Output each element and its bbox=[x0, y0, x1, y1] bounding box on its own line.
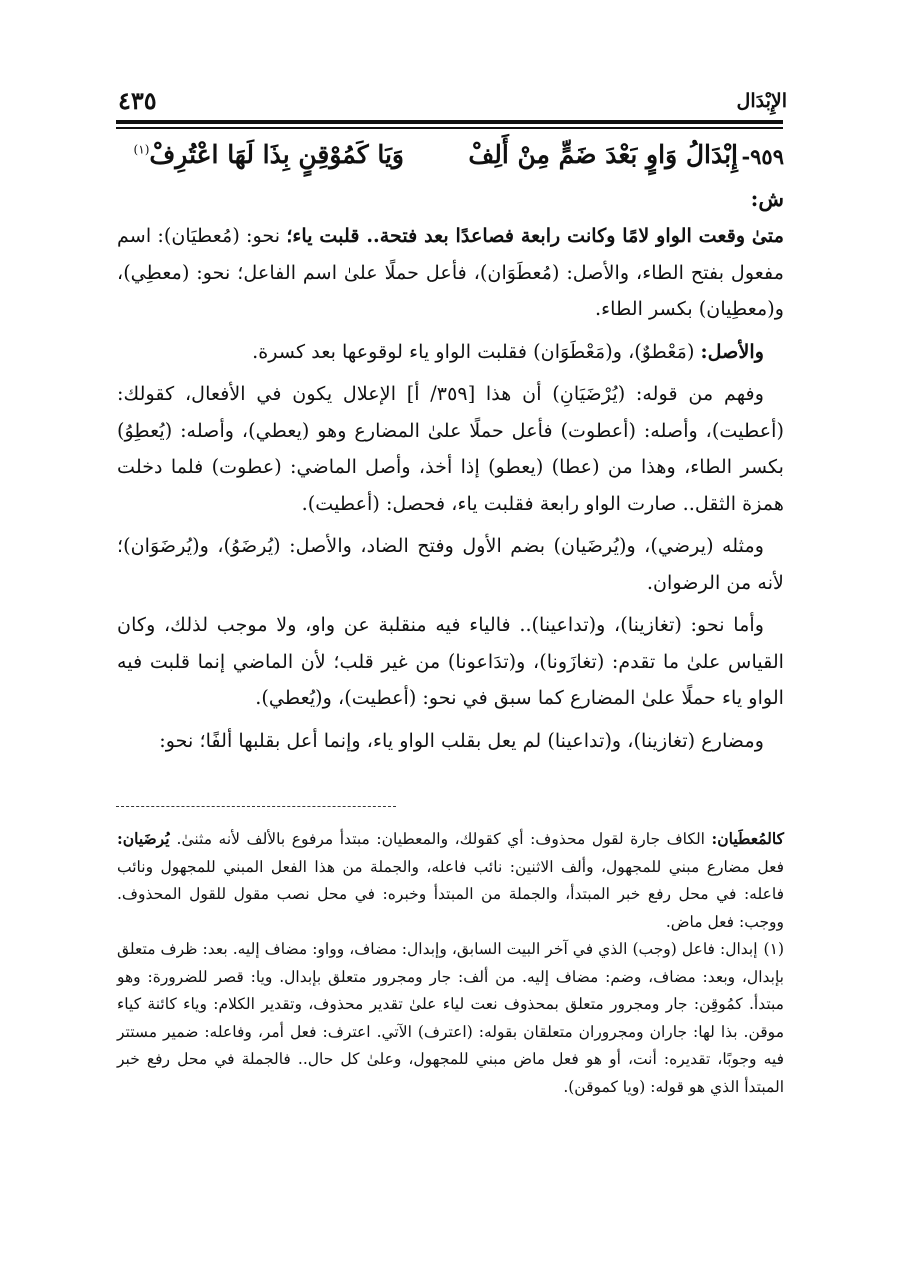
footnotes bbox=[117, 825, 784, 1101]
footnote-continuation bbox=[117, 825, 784, 936]
paragraph-bold-lead: متىٰ وقعت الواو لامًا وكانت رابعة فصاعدًا بعد فتحة.. قلبت ياء؛ bbox=[286, 224, 784, 247]
verse-second-hemistich bbox=[134, 140, 404, 169]
paragraph: وأما نحو: (تغازينا)، و(تداعينا).. فالياء فيه منقلبة عن واو، ولا موجب لذلك، وكان القياس علىٰ ما تقدم: (تغازَونا)، و(تدَاعونا) من غير قلب؛ لأن الماضي إنما قلبت فيه الواو ياء حملًا علىٰ المضارع كما سبق في نحو: (أعطيت)، و(يُعطي). bbox=[117, 613, 784, 709]
footnote-number: (١) bbox=[763, 940, 784, 958]
paragraph: وفهم من قوله: (يُرْضَيَانِ) أن هذا [٣٥٩/ أ] الإعلال يكون في الأفعال، كقولك: (أعطيت)، وأصله: (أعطوت) فأعل حملًا علىٰ المضارع وهو (يعطي)، وأصله: (يُعطِوُ) بكسر الطاء، وهذا من (عطا) (يعطو) إذا أخذ، وأصل الماضي: (عطوت) فلما دخلت همزة الثقل.. صارت الواو رابعة فقلبت ياء، فحصل: (أعطيت). bbox=[117, 382, 784, 515]
paragraph-text: نحو: (مُعطيَان): اسم مفعول بفتح الطاء، والأصل: (مُعطَوَان)، فأعل حملًا علىٰ اسم الفاعل؛ نحو: (معطِي)، و(معطِيان) بكسر الطاء. bbox=[117, 224, 784, 320]
footnote-text: الكاف جارة لقول محذوف: أي كقولك، والمعطيان: مبتدأ مرفوع بالألف لأنه مثنىٰ. bbox=[176, 830, 712, 848]
paragraph-bold-lead: والأصل: bbox=[700, 339, 764, 363]
paragraph: ومثله (يرضي)، و(يُرضَيان) بضم الأول وفتح الضاد، والأصل: (يُرضَوُ)، و(يُرضَوَان)؛ لأنه من الرضوان. bbox=[117, 534, 784, 594]
paragraph: ومضارع (تغازينا)، و(تداعينا) لم يعل بقلب الواو ياء، وإنما أعل بقلبها ألفًا؛ نحو: bbox=[159, 728, 764, 752]
verse-footnote-marker: (١) bbox=[133, 142, 150, 157]
header-rule-thin bbox=[116, 127, 783, 129]
running-header-title: الإِبْدَال bbox=[736, 90, 787, 112]
commentary-label: ش: bbox=[750, 186, 784, 211]
main-text bbox=[117, 218, 784, 765]
paragraph bbox=[117, 334, 784, 371]
verse-first-hemistich bbox=[468, 140, 738, 169]
verse-line bbox=[117, 140, 784, 180]
verse-first-hemistich-text: إِبْدَالُ وَاوٍ بَعْدَ ضَمٍّ مِنْ أَلِفْ bbox=[468, 140, 738, 169]
header-rule-thick bbox=[116, 120, 783, 124]
page-number: ٤٣٥ bbox=[118, 86, 157, 115]
footnote-text: فعل مضارع مبني للمجهول، وألف الاثنين: نائب فاعله، والجملة من هذا الفعل المبني للمجهول ونائب فاعله: في محل رفع خبر المبتدأ، والجملة من المبتدأ وخبره: في محل نصب مقول للقول المحذوف. ووجب: فعل ماض. bbox=[117, 857, 784, 931]
footnote-term: كالمُعطَيان: bbox=[711, 829, 784, 848]
footnote-text: إبدال: فاعل (وجب) الذي في آخر البيت السابق، وإبدال: مضاف، وواو: مضاف إليه. بعد: ظرف متعلق بإبدال، وبعد: مضاف، وضم: مضاف إليه. من ألف: جار ومجرور متعلق بإبدال. ويا: قصر للضرورة: وهو مبتدأ. كمُوقِن: جار ومجرور متعلق بمحذوف نعت لياء علىٰ تقدير محذوف، وتقدير الكلام: وياء كائنة كياء موقن. بذا لها: جاران ومجروران متعلقان بقوله: (اعترف) الآتي. اعترف: فعل أمر، وفاعله: ضمير مستتر فيه وجوبًا، تقديره: أنت، أو هو فعل ماض مبني للمجهول، وعلىٰ كل حال.. فالجملة في محل رفع خبر المبتدأ الذي هو قوله: (ويا كموقن). bbox=[117, 940, 784, 1096]
paragraph-text: (مَعْطوٌ)، و(مَعْطَوَان) فقلبت الواو ياء لوقوعها بعد كسرة. bbox=[252, 339, 701, 363]
paragraph bbox=[117, 218, 784, 328]
verse-number: ٩٥٩- bbox=[741, 144, 784, 169]
footnote-separator bbox=[116, 806, 396, 807]
footnote-item bbox=[117, 936, 784, 1101]
verse-second-hemistich-text: وَيَا كَمُوْقِنٍ بِذَا لَهَا اعْتُرِفْ bbox=[149, 140, 404, 169]
footnote-term: يُرضَيان: bbox=[117, 829, 177, 848]
